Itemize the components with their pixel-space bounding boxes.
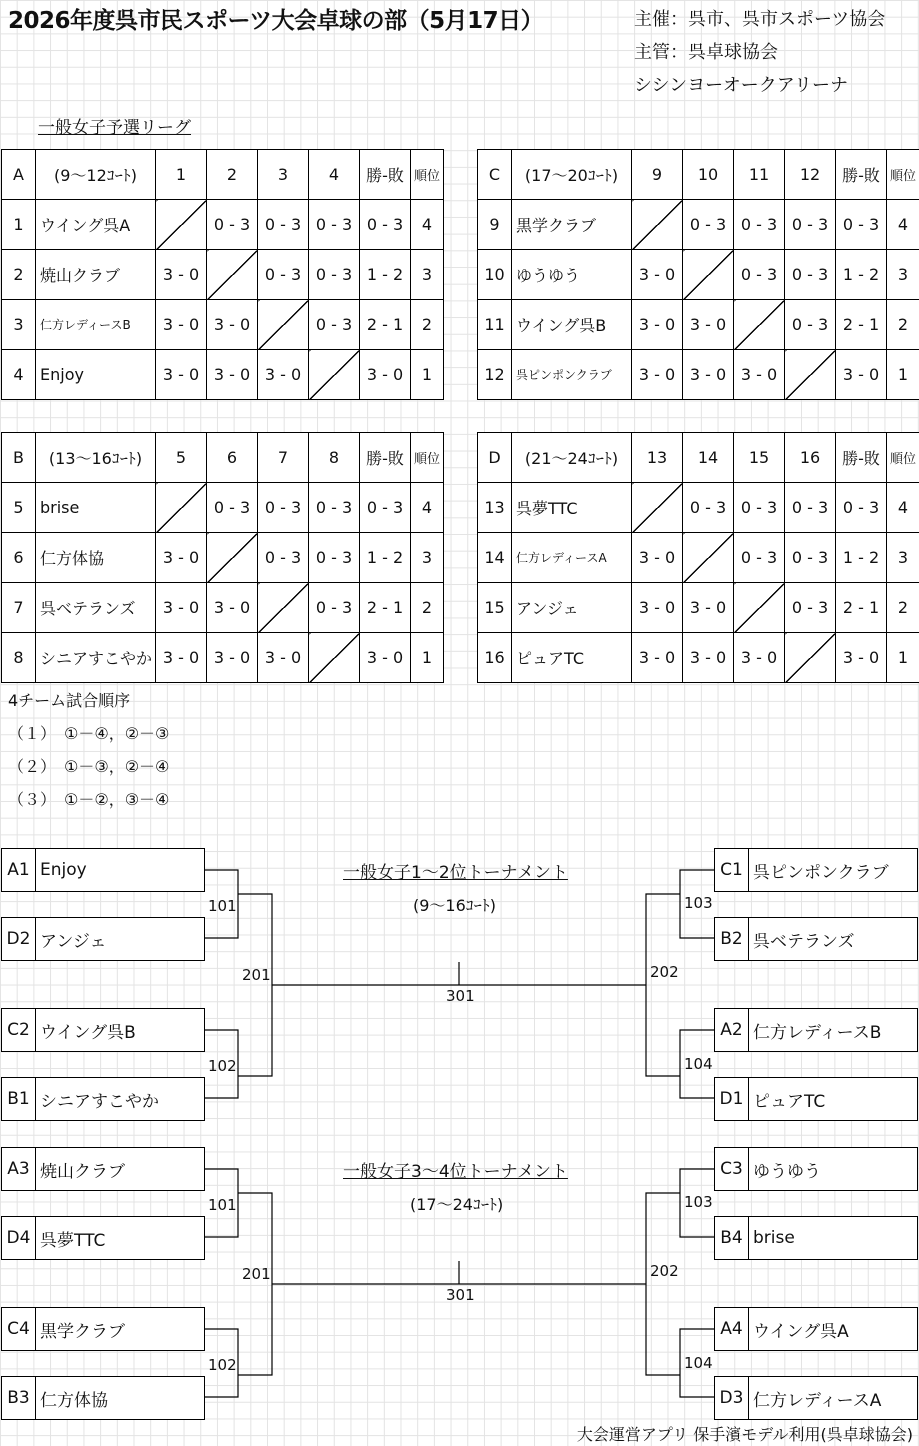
win-loss: 1 - 2 (360, 533, 411, 583)
team-name: 呉ピンポンクラブ (753, 862, 889, 883)
seed-label: B2 (715, 918, 749, 960)
match-score: 0 - 3 (309, 533, 360, 583)
win-loss: 3 - 0 (360, 633, 411, 683)
match-score: 0 - 3 (207, 483, 258, 533)
team-number: 15 (478, 583, 512, 633)
column-number: 6 (207, 433, 258, 483)
match-order-title: 4チーム試合順序 (8, 691, 131, 710)
win-loss: 3 - 0 (836, 350, 887, 400)
team-number: 1 (2, 200, 36, 250)
column-number: 15 (734, 433, 785, 483)
win-loss: 0 - 3 (360, 200, 411, 250)
team-slot (1, 1376, 205, 1420)
seed-label: D3 (715, 1377, 749, 1419)
team-name: 呉ベテランズ (753, 931, 855, 952)
team-name: 仁方体協 (36, 533, 156, 583)
team-number: 10 (478, 250, 512, 300)
team-name: 黒学クラブ (512, 200, 632, 250)
match-score: 0 - 3 (258, 533, 309, 583)
match-score: 3 - 0 (683, 300, 734, 350)
rank: 3 (411, 533, 444, 583)
team-name: 焼山クラブ (36, 250, 156, 300)
match-number: 102 (208, 1057, 237, 1075)
match-score: 3 - 0 (156, 350, 207, 400)
match-score: 3 - 0 (734, 633, 785, 683)
team-name: Enjoy (40, 860, 87, 880)
match-number: 103 (684, 1193, 713, 1211)
team-name: シニアすこやか (36, 633, 156, 683)
match-score: 0 - 3 (785, 300, 836, 350)
tournament-courts: (17～24ｺｰﾄ) (410, 1195, 504, 1214)
match-score: 3 - 0 (207, 350, 258, 400)
team-name: アンジェ (40, 931, 107, 952)
column-number: 1 (156, 150, 207, 200)
seed-label: C3 (715, 1148, 749, 1190)
match-number: 202 (650, 1262, 679, 1280)
team-number: 3 (2, 300, 36, 350)
column-number: 5 (156, 433, 207, 483)
team-slot (714, 1147, 918, 1191)
rank: 3 (887, 250, 919, 300)
seed-label: A1 (2, 849, 36, 891)
match-number: 101 (208, 897, 237, 915)
seed-label: B4 (715, 1217, 749, 1259)
team-name: ウイング呉B (40, 1022, 136, 1043)
match-score: 3 - 0 (156, 533, 207, 583)
team-name: ゆうゆう (512, 250, 632, 300)
match-number: 201 (242, 966, 271, 984)
match-score: 3 - 0 (683, 350, 734, 400)
win-loss: 2 - 1 (360, 583, 411, 633)
team-name: 仁方レディースA (753, 1390, 882, 1411)
seed-label: C2 (2, 1009, 36, 1051)
match-number: 103 (684, 894, 713, 912)
match-order-line: （２） ①－③，②－④ (8, 757, 170, 776)
match-score: 0 - 3 (207, 200, 258, 250)
match-score: 3 - 0 (734, 350, 785, 400)
match-score: 3 - 0 (632, 633, 683, 683)
rank-header: 順位 (411, 433, 444, 483)
win-loss-header: 勝-敗 (836, 433, 887, 483)
win-loss: 1 - 2 (836, 533, 887, 583)
page-title: 2026年度呉市民スポーツ大会卓球の部（5月17日） (8, 8, 544, 34)
win-loss: 0 - 3 (836, 200, 887, 250)
rank: 2 (411, 583, 444, 633)
group-id: D (478, 433, 512, 483)
match-number: 104 (684, 1354, 713, 1372)
team-name: 仁方体協 (40, 1390, 108, 1411)
match-score: 0 - 3 (734, 250, 785, 300)
group-id: A (2, 150, 36, 200)
match-score: 3 - 0 (632, 350, 683, 400)
column-number: 11 (734, 150, 785, 200)
match-score: 3 - 0 (258, 350, 309, 400)
team-number: 11 (478, 300, 512, 350)
team-slot (714, 1216, 918, 1260)
match-score: 3 - 0 (258, 633, 309, 683)
match-score: 0 - 3 (683, 200, 734, 250)
team-name: ピュアTC (512, 633, 632, 683)
team-name: 仁方レディースB (753, 1022, 882, 1043)
match-order-line: （１） ①－④，②－③ (8, 724, 170, 743)
column-number: 16 (785, 433, 836, 483)
rank: 1 (887, 350, 919, 400)
match-score: 0 - 3 (683, 483, 734, 533)
rank: 4 (411, 200, 444, 250)
team-name: 焼山クラブ (40, 1161, 125, 1182)
match-score: 0 - 3 (309, 483, 360, 533)
match-score: 0 - 3 (258, 483, 309, 533)
team-slot (714, 1376, 918, 1420)
match-number: 201 (242, 1265, 271, 1283)
tournament-courts: (9～16ｺｰﾄ) (413, 896, 497, 915)
match-score: 3 - 0 (632, 533, 683, 583)
match-score: 0 - 3 (785, 533, 836, 583)
match-score: 0 - 3 (785, 483, 836, 533)
match-score: 0 - 3 (309, 300, 360, 350)
rank: 1 (411, 350, 444, 400)
match-score: 0 - 3 (734, 200, 785, 250)
match-score: 3 - 0 (207, 583, 258, 633)
match-score: 0 - 3 (785, 250, 836, 300)
seed-label: D1 (715, 1078, 749, 1120)
team-name: 呉夢TTC (40, 1230, 106, 1251)
match-score: 3 - 0 (683, 583, 734, 633)
team-name: アンジェ (512, 583, 632, 633)
win-loss-header: 勝-敗 (836, 150, 887, 200)
team-slot (1, 1147, 205, 1191)
team-number: 8 (2, 633, 36, 683)
team-name: 黒学クラブ (40, 1321, 125, 1342)
team-name: ウイング呉B (512, 300, 632, 350)
team-name: ピュアTC (753, 1091, 826, 1112)
team-number: 9 (478, 200, 512, 250)
rank: 2 (411, 300, 444, 350)
team-name: 仁方レディースA (512, 533, 632, 583)
match-number: 104 (684, 1055, 713, 1073)
rank: 4 (887, 483, 919, 533)
group-courts: (21～24ｺｰﾄ) (512, 433, 632, 483)
win-loss: 1 - 2 (836, 250, 887, 300)
match-score: 3 - 0 (156, 250, 207, 300)
match-number: 301 (446, 1286, 475, 1304)
win-loss: 1 - 2 (360, 250, 411, 300)
team-name: brise (36, 483, 156, 533)
team-number: 7 (2, 583, 36, 633)
rank: 2 (887, 300, 919, 350)
seed-label: D2 (2, 918, 36, 960)
team-slot (1, 1216, 205, 1260)
group-id: C (478, 150, 512, 200)
column-number: 3 (258, 150, 309, 200)
match-score: 3 - 0 (632, 583, 683, 633)
seed-label: A4 (715, 1308, 749, 1350)
rank: 1 (411, 633, 444, 683)
tournament-title: 一般女子1～2位トーナメント (343, 863, 568, 883)
team-number: 12 (478, 350, 512, 400)
team-number: 6 (2, 533, 36, 583)
team-name: 呉ベテランズ (36, 583, 156, 633)
seed-label: B3 (2, 1377, 36, 1419)
team-name: 呉ピンポンクラブ (512, 350, 632, 400)
match-score: 3 - 0 (632, 250, 683, 300)
win-loss: 0 - 3 (360, 483, 411, 533)
team-number: 4 (2, 350, 36, 400)
rank-header: 順位 (887, 433, 919, 483)
column-number: 9 (632, 150, 683, 200)
team-name: ウイング呉A (753, 1321, 849, 1342)
column-number: 8 (309, 433, 360, 483)
match-score: 0 - 3 (309, 200, 360, 250)
match-score: 0 - 3 (734, 483, 785, 533)
team-name: Enjoy (36, 350, 156, 400)
seed-label: A2 (715, 1009, 749, 1051)
match-score: 3 - 0 (207, 300, 258, 350)
team-number: 14 (478, 533, 512, 583)
win-loss: 2 - 1 (836, 300, 887, 350)
group-id: B (2, 433, 36, 483)
group-courts: (13～16ｺｰﾄ) (36, 433, 156, 483)
organizer-text: 主管：呉卓球協会 (634, 42, 778, 63)
tournament-title: 一般女子3～4位トーナメント (343, 1162, 568, 1182)
match-score: 3 - 0 (156, 633, 207, 683)
league-title: 一般女子予選リーグ (38, 118, 191, 138)
team-slot (714, 1307, 918, 1351)
win-loss-header: 勝-敗 (360, 150, 411, 200)
team-name: ウイング呉A (36, 200, 156, 250)
team-number: 2 (2, 250, 36, 300)
column-number: 7 (258, 433, 309, 483)
column-number: 10 (683, 150, 734, 200)
match-score: 3 - 0 (156, 300, 207, 350)
column-number: 2 (207, 150, 258, 200)
match-number: 202 (650, 963, 679, 981)
seed-label: D4 (2, 1217, 36, 1259)
group-courts: (17～20ｺｰﾄ) (512, 150, 632, 200)
column-number: 14 (683, 433, 734, 483)
win-loss: 2 - 1 (836, 583, 887, 633)
match-score: 0 - 3 (309, 250, 360, 300)
rank: 3 (887, 533, 919, 583)
match-score: 0 - 3 (785, 583, 836, 633)
team-number: 16 (478, 633, 512, 683)
seed-label: C4 (2, 1308, 36, 1350)
rank: 3 (411, 250, 444, 300)
team-number: 5 (2, 483, 36, 533)
match-number: 301 (446, 987, 475, 1005)
sponsor-text: 主催：呉市、呉市スポーツ協会 (634, 9, 886, 30)
column-number: 13 (632, 433, 683, 483)
seed-label: A3 (2, 1148, 36, 1190)
match-score: 0 - 3 (258, 250, 309, 300)
team-name: シニアすこやか (40, 1091, 159, 1112)
team-name: 仁方レディースB (36, 300, 156, 350)
rank: 1 (887, 633, 919, 683)
match-score: 0 - 3 (309, 583, 360, 633)
team-name: ゆうゆう (753, 1161, 821, 1182)
match-number: 101 (208, 1196, 237, 1214)
match-score: 0 - 3 (258, 200, 309, 250)
rank: 2 (887, 583, 919, 633)
rank-header: 順位 (887, 150, 919, 200)
match-score: 3 - 0 (683, 633, 734, 683)
win-loss-header: 勝-敗 (360, 433, 411, 483)
match-number: 102 (208, 1356, 237, 1374)
match-order-line: （３） ①－②，③－④ (8, 790, 170, 809)
win-loss: 2 - 1 (360, 300, 411, 350)
column-number: 12 (785, 150, 836, 200)
team-name: brise (753, 1228, 795, 1248)
match-score: 3 - 0 (632, 300, 683, 350)
match-score: 3 - 0 (156, 583, 207, 633)
venue-text: シシンヨーオークアリーナ (634, 75, 849, 96)
seed-label: B1 (2, 1078, 36, 1120)
team-name: 呉夢TTC (512, 483, 632, 533)
match-score: 0 - 3 (785, 200, 836, 250)
rank: 4 (887, 200, 919, 250)
rank-header: 順位 (411, 150, 444, 200)
team-slot (1, 1307, 205, 1351)
footer-credit: 大会運営アプリ 保手濱モデル利用(呉卓球協会) (576, 1425, 913, 1444)
win-loss: 0 - 3 (836, 483, 887, 533)
seed-label: C1 (715, 849, 749, 891)
group-courts: (9～12ｺｰﾄ) (36, 150, 156, 200)
match-score: 0 - 3 (734, 533, 785, 583)
rank: 4 (411, 483, 444, 533)
win-loss: 3 - 0 (360, 350, 411, 400)
match-score: 3 - 0 (207, 633, 258, 683)
column-number: 4 (309, 150, 360, 200)
win-loss: 3 - 0 (836, 633, 887, 683)
team-number: 13 (478, 483, 512, 533)
